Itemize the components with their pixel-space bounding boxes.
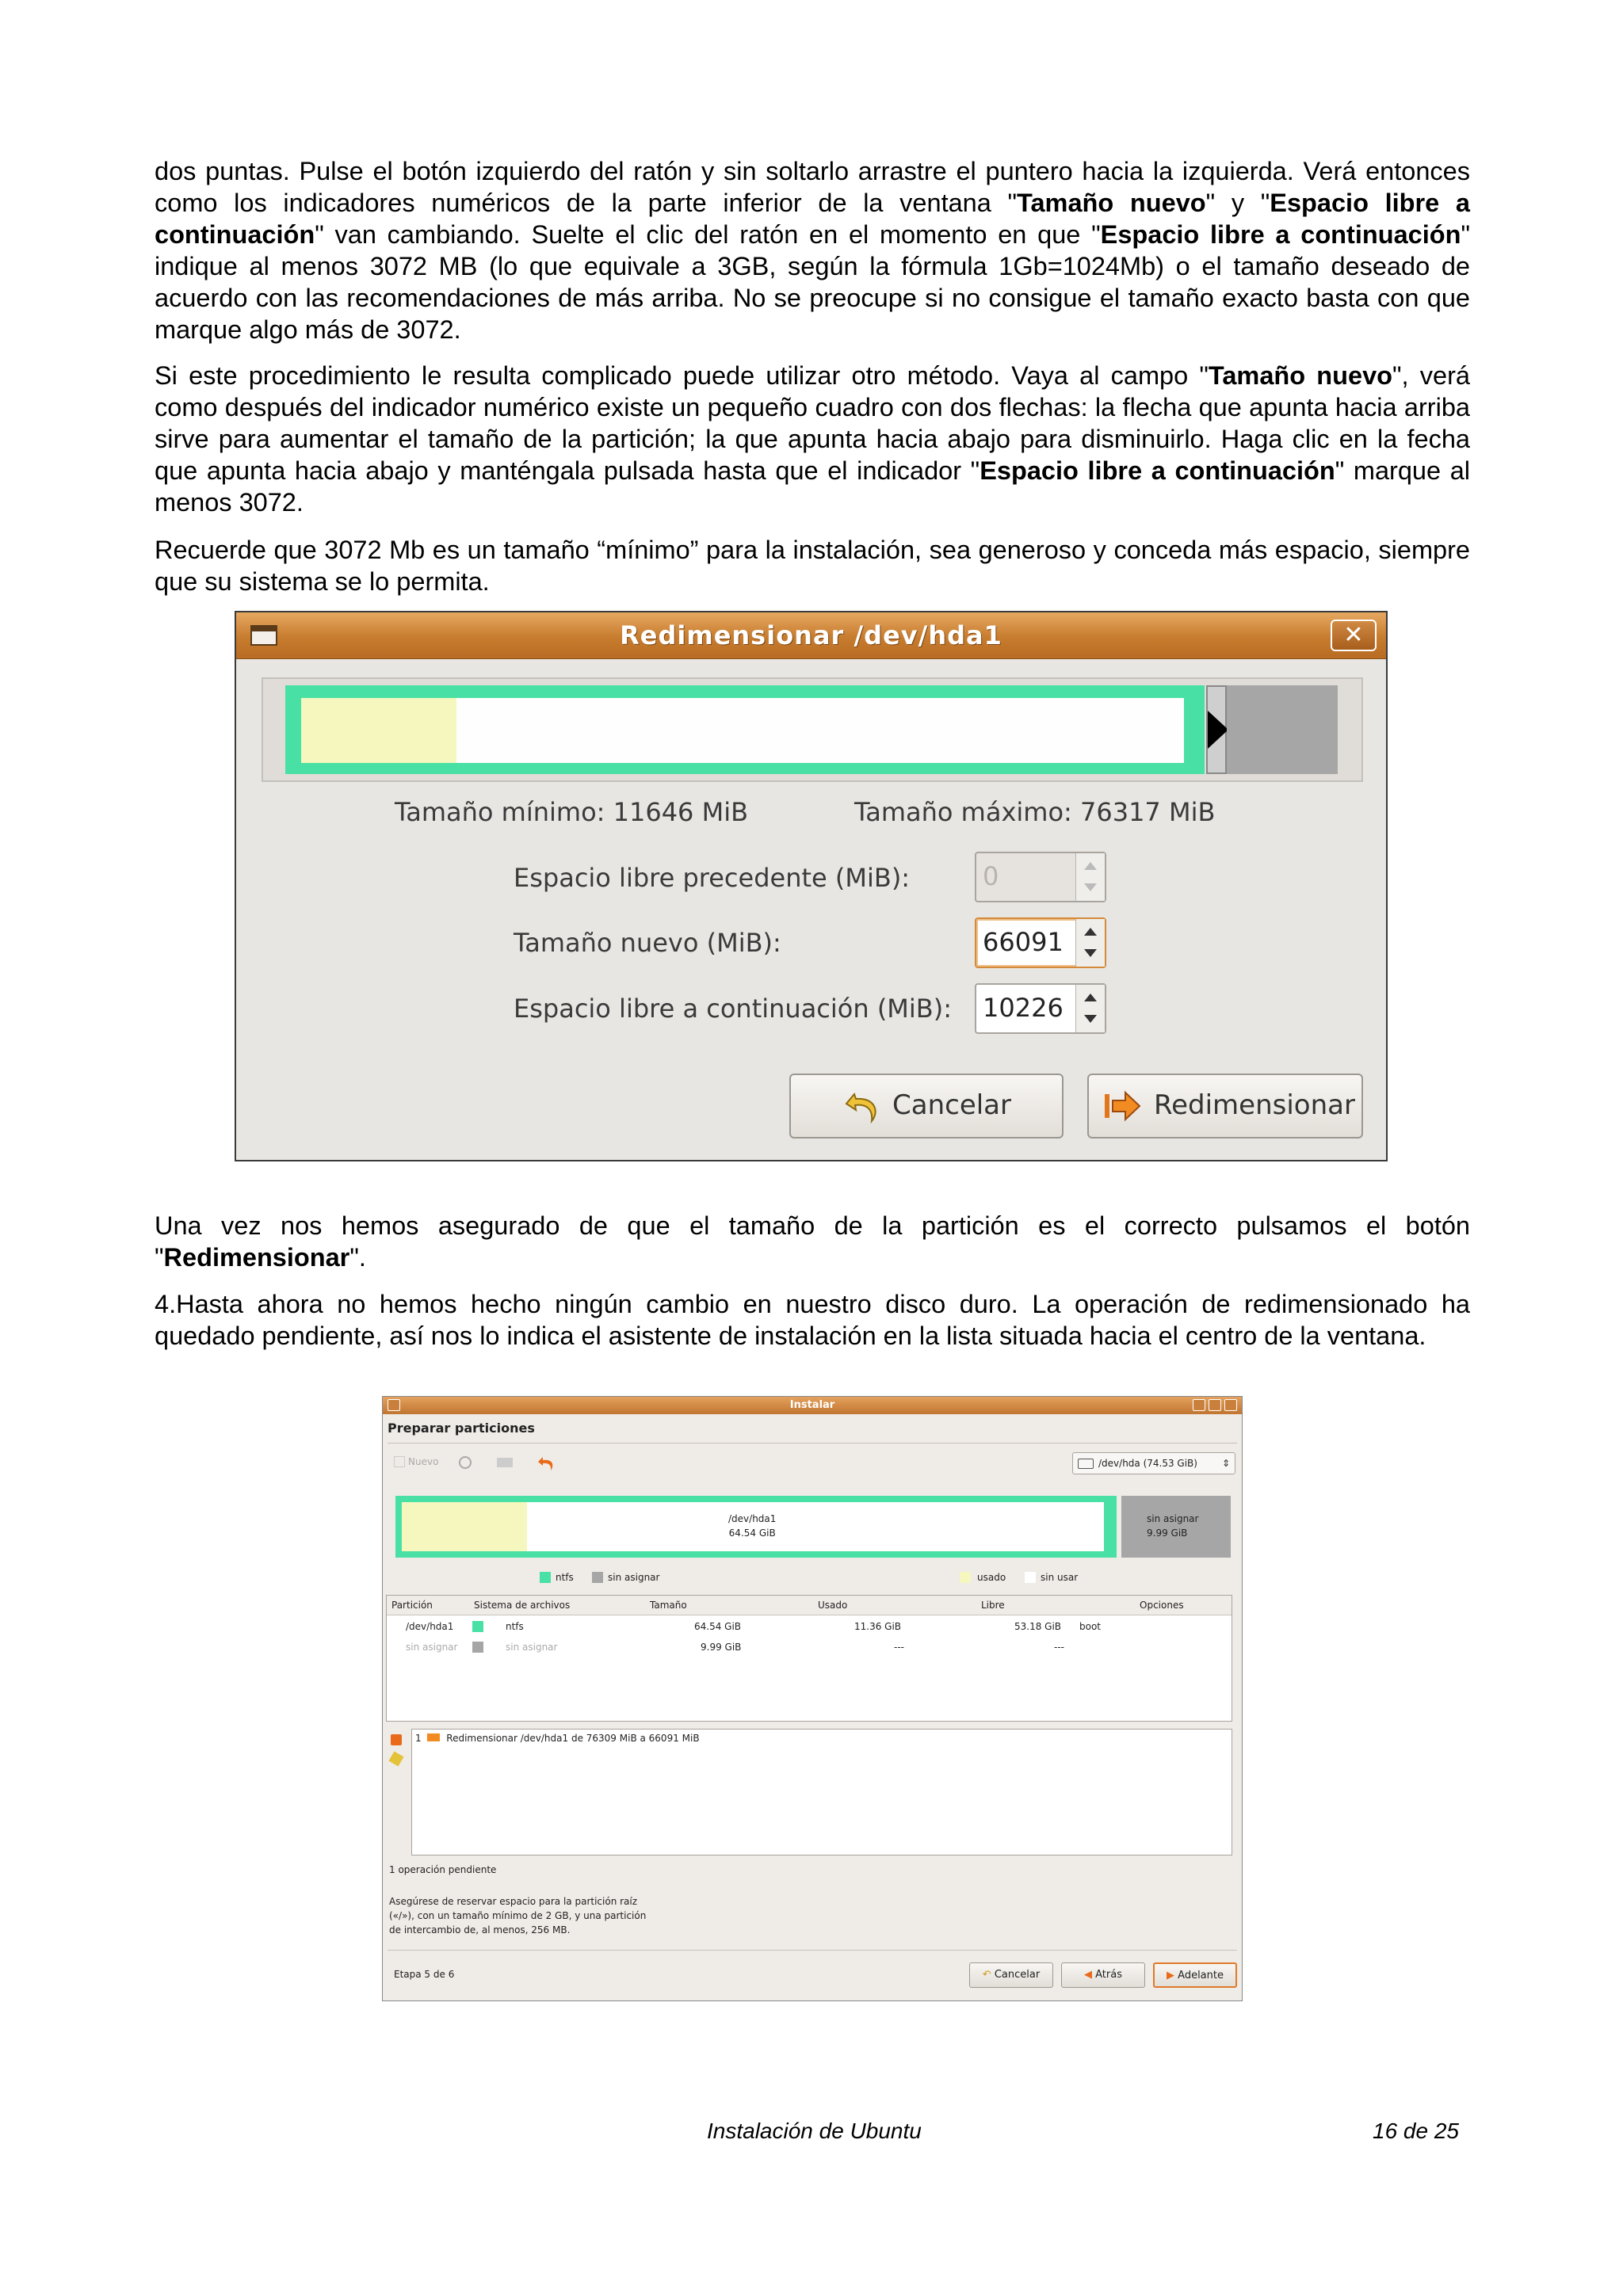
cell-partition: sin asignar	[406, 1642, 458, 1653]
apply-operations-icon[interactable]	[388, 1751, 403, 1766]
used-space	[402, 1502, 527, 1551]
fs-swatch	[472, 1621, 483, 1632]
free-after-label: Espacio libre a continuación (MiB):	[514, 994, 953, 1024]
device-selector-value: /dev/hda (74.53 GiB)	[1098, 1458, 1197, 1469]
text-run: Una vez nos hemos asegurado de que el tamaño de la partición es el correcto pulsamos el botón "	[155, 1211, 1470, 1272]
bold-text-run: Espacio libre a continuación	[1100, 220, 1461, 249]
text-run: dos puntas. Pulse el botón izquierdo del ratón y sin soltarlo arrastre el puntero hacia la izquierda. Verá entonces como los indicadores numéricos de la parte inferior de la ventana "	[155, 157, 1470, 217]
column-header[interactable]: Sistema de archivos	[474, 1600, 571, 1611]
cell-size: 9.99 GiB	[701, 1642, 742, 1653]
unallocated-bar-label	[1147, 1512, 1198, 1540]
bold-text-run: Espacio libre a continuación	[980, 456, 1335, 485]
divider	[388, 1950, 1237, 1951]
clear-operations-icon[interactable]	[391, 1734, 402, 1745]
new-partition-button[interactable]: Nuevo	[408, 1456, 439, 1467]
cell-used: 11.36 GiB	[854, 1621, 902, 1632]
resize-button-label: Redimensionar	[1154, 1089, 1355, 1121]
used-swatch	[960, 1572, 971, 1583]
note-line: («/»), con un tamaño mínimo de 2 GB, y una partición	[389, 1910, 647, 1921]
cell-used: ---	[894, 1642, 904, 1653]
close-icon[interactable]: ✕	[1331, 620, 1377, 651]
back-label: Atrás	[1095, 1969, 1122, 1981]
page-number: 16 de 25	[1373, 2119, 1459, 2143]
new-size-value: 66091	[983, 927, 1064, 957]
back-arrow-icon: ◀	[1084, 1969, 1092, 1981]
dialog-titlebar	[236, 612, 1386, 659]
harddisk-icon	[1078, 1459, 1094, 1469]
close-icon[interactable]	[1224, 1399, 1237, 1411]
free-before-label: Espacio libre precedente (MiB):	[514, 863, 911, 893]
cell-partition: /dev/hda1	[406, 1621, 454, 1632]
installer-window	[382, 1396, 1243, 2001]
installer-heading: Preparar particiones	[388, 1421, 535, 1436]
cell-options: boot	[1079, 1621, 1102, 1632]
text-run: " y "	[1205, 189, 1270, 217]
unalloc-swatch	[592, 1572, 603, 1583]
legend-ntfs: ntfs	[556, 1572, 574, 1583]
spin-up-icon[interactable]	[1084, 928, 1097, 936]
free-before-spinner[interactable]	[975, 852, 1106, 902]
spin-down-icon[interactable]	[1084, 883, 1097, 891]
forward-arrow-icon: ▶	[1167, 1970, 1175, 1981]
cell-size: 64.54 GiB	[694, 1621, 742, 1632]
new-size-spinner[interactable]	[975, 917, 1106, 968]
bold-text-run: Tamaño nuevo	[1208, 361, 1393, 390]
step-indicator: Etapa 5 de 6	[394, 1969, 455, 1980]
text-run: Recuerde que 3072 Mb es un tamaño “mínimo” para la instalación, sea generoso y conceda más espacio, siempre que su sistema se lo permita.	[155, 536, 1470, 596]
minimize-icon[interactable]	[1193, 1399, 1205, 1411]
operation-text: Redimensionar /dev/hda1 de 76309 MiB a 66091 MiB	[446, 1733, 700, 1744]
undo-arrow-icon	[843, 1086, 884, 1126]
forward-arrow-icon	[1102, 1086, 1143, 1126]
note-line: de intercambio de, al menos, 256 MB.	[389, 1924, 571, 1936]
used-space	[301, 698, 456, 763]
paragraph-3	[155, 534, 1470, 597]
unused-space	[456, 698, 1184, 763]
unallocated-block[interactable]	[1121, 1496, 1231, 1558]
spin-up-icon[interactable]	[1084, 994, 1097, 1001]
cell-filesystem: sin asignar	[506, 1642, 558, 1653]
paragraph-5	[155, 1288, 1470, 1352]
undo-arrow-icon: ↶	[982, 1969, 991, 1981]
cancel-button[interactable]	[789, 1074, 1064, 1138]
max-size-label: Tamaño máximo: 76317 MiB	[854, 797, 1216, 827]
operation-index: 1	[415, 1733, 422, 1744]
min-size-label: Tamaño mínimo: 11646 MiB	[395, 797, 749, 827]
partition-block[interactable]	[285, 685, 1205, 774]
spin-down-icon[interactable]	[1084, 1015, 1097, 1023]
text-run: 4.Hasta ahora no hemos hecho ningún cambio en nuestro disco duro. La operación de redimensionado ha quedado pendiente, así nos lo indica el asistente de instalación en la lista situada hacia el centro de la ventana.	[155, 1290, 1470, 1350]
legend-unused: sin usar	[1041, 1572, 1079, 1583]
installer-cancel-label: Cancelar	[994, 1969, 1041, 1981]
resize-button[interactable]	[1087, 1074, 1363, 1138]
bold-text-run: Redimensionar	[163, 1243, 350, 1272]
divider	[388, 1443, 1237, 1444]
free-before-value: 0	[983, 861, 999, 891]
pending-operations-list	[411, 1729, 1232, 1855]
new-size-label: Tamaño nuevo (MiB):	[514, 928, 781, 958]
partition-name: /dev/hda1	[728, 1513, 777, 1524]
unallocated-size: 9.99 GiB	[1147, 1527, 1188, 1539]
partition-bar-label	[728, 1512, 776, 1540]
table-row[interactable]	[387, 1638, 1232, 1659]
free-after-spinner[interactable]	[975, 983, 1106, 1034]
resize-op-icon	[427, 1733, 440, 1741]
legend-used: usado	[977, 1572, 1006, 1583]
footer-title: Instalación de Ubuntu	[707, 2119, 922, 2143]
dialog-title: Redimensionar /dev/hda1	[620, 620, 1002, 650]
resize-dialog	[235, 611, 1388, 1161]
new-partition-icon[interactable]	[394, 1456, 405, 1467]
device-selector[interactable]	[1072, 1452, 1235, 1474]
next-button[interactable]	[1153, 1962, 1237, 1988]
cancel-button-label: Cancelar	[892, 1089, 1011, 1121]
partition-table	[386, 1595, 1232, 1722]
free-after-value: 10226	[983, 993, 1064, 1023]
note-line: Asegúrese de reservar espacio para la partición raíz	[389, 1896, 638, 1907]
paragraph-1	[155, 155, 1470, 345]
list-item[interactable]	[415, 1733, 700, 1744]
column-header[interactable]: Tamaño	[650, 1600, 687, 1611]
text-run: Si este procedimiento le resulta complicado puede utilizar otro método. Vaya al campo "	[155, 361, 1209, 390]
cell-free: ---	[1054, 1642, 1064, 1653]
paragraph-2	[155, 360, 1470, 518]
column-header[interactable]: Partición	[391, 1600, 433, 1611]
table-row[interactable]	[387, 1618, 1232, 1638]
cell-free: 53.18 GiB	[1014, 1621, 1062, 1632]
window-menu-icon[interactable]	[388, 1399, 400, 1411]
unallocated-name: sin asignar	[1147, 1513, 1199, 1524]
undo-icon[interactable]	[537, 1454, 556, 1471]
column-header[interactable]: Opciones	[1140, 1600, 1184, 1611]
paragraph-4	[155, 1210, 1470, 1273]
partition-resize-bar	[262, 677, 1363, 782]
unused-space	[527, 1502, 1104, 1551]
text-run: " indique al menos 3072 MB (lo que equivale a 3GB, según la fórmula 1Gb=1024Mb) o el tamaño deseado de acuerdo con las recomendaciones de más arriba. No se preocupe si no consigue el tamaño exacto basta con que marque algo más de 3072.	[155, 220, 1471, 344]
text-run: ".	[349, 1243, 366, 1272]
spin-up-icon[interactable]	[1084, 862, 1097, 870]
bold-text-run: Espacio libre a continuación	[155, 189, 1470, 249]
unallocated-space	[1227, 685, 1338, 774]
resize-icon[interactable]	[497, 1458, 513, 1467]
text-run: ", verá como después del indicador numérico existe un pequeño cuadro con dos flechas: la flecha que apunta hacia arriba sirve para aumentar el tamaño de la partición; la que apunta hacia abajo para disminuirlo. Haga clic en la fecha que apunta hacia abajo y manténgala pulsada hasta que el indicador "	[155, 361, 1470, 485]
pending-count: 1 operación pendiente	[389, 1864, 497, 1875]
text-run: " marque al menos 3072.	[155, 456, 1471, 517]
combo-arrows-icon: ⇕	[1221, 1458, 1230, 1469]
maximize-icon[interactable]	[1209, 1399, 1221, 1411]
installer-cancel-button[interactable]	[969, 1962, 1053, 1988]
column-header[interactable]: Libre	[981, 1600, 1005, 1611]
fs-swatch	[472, 1642, 483, 1653]
text-run: " van cambiando. Suelte el clic del ratón en el momento en que "	[315, 220, 1101, 249]
legend-unalloc: sin asignar	[608, 1572, 660, 1583]
partition-size: 64.54 GiB	[728, 1527, 776, 1539]
column-header[interactable]: Usado	[818, 1600, 848, 1611]
unused-swatch	[1025, 1572, 1036, 1583]
cell-filesystem: ntfs	[506, 1621, 524, 1632]
ntfs-swatch	[540, 1572, 551, 1583]
resize-arrow-icon	[1208, 711, 1228, 749]
back-button[interactable]	[1061, 1962, 1145, 1988]
bold-text-run: Tamaño nuevo	[1017, 189, 1206, 217]
delete-icon[interactable]	[459, 1456, 472, 1469]
table-header	[387, 1596, 1232, 1615]
partition-hda1-block[interactable]	[395, 1496, 1117, 1558]
installer-titlebar	[383, 1397, 1242, 1414]
spin-down-icon[interactable]	[1084, 949, 1097, 957]
installer-title: Instalar	[789, 1399, 835, 1411]
next-label: Adelante	[1178, 1970, 1224, 1981]
